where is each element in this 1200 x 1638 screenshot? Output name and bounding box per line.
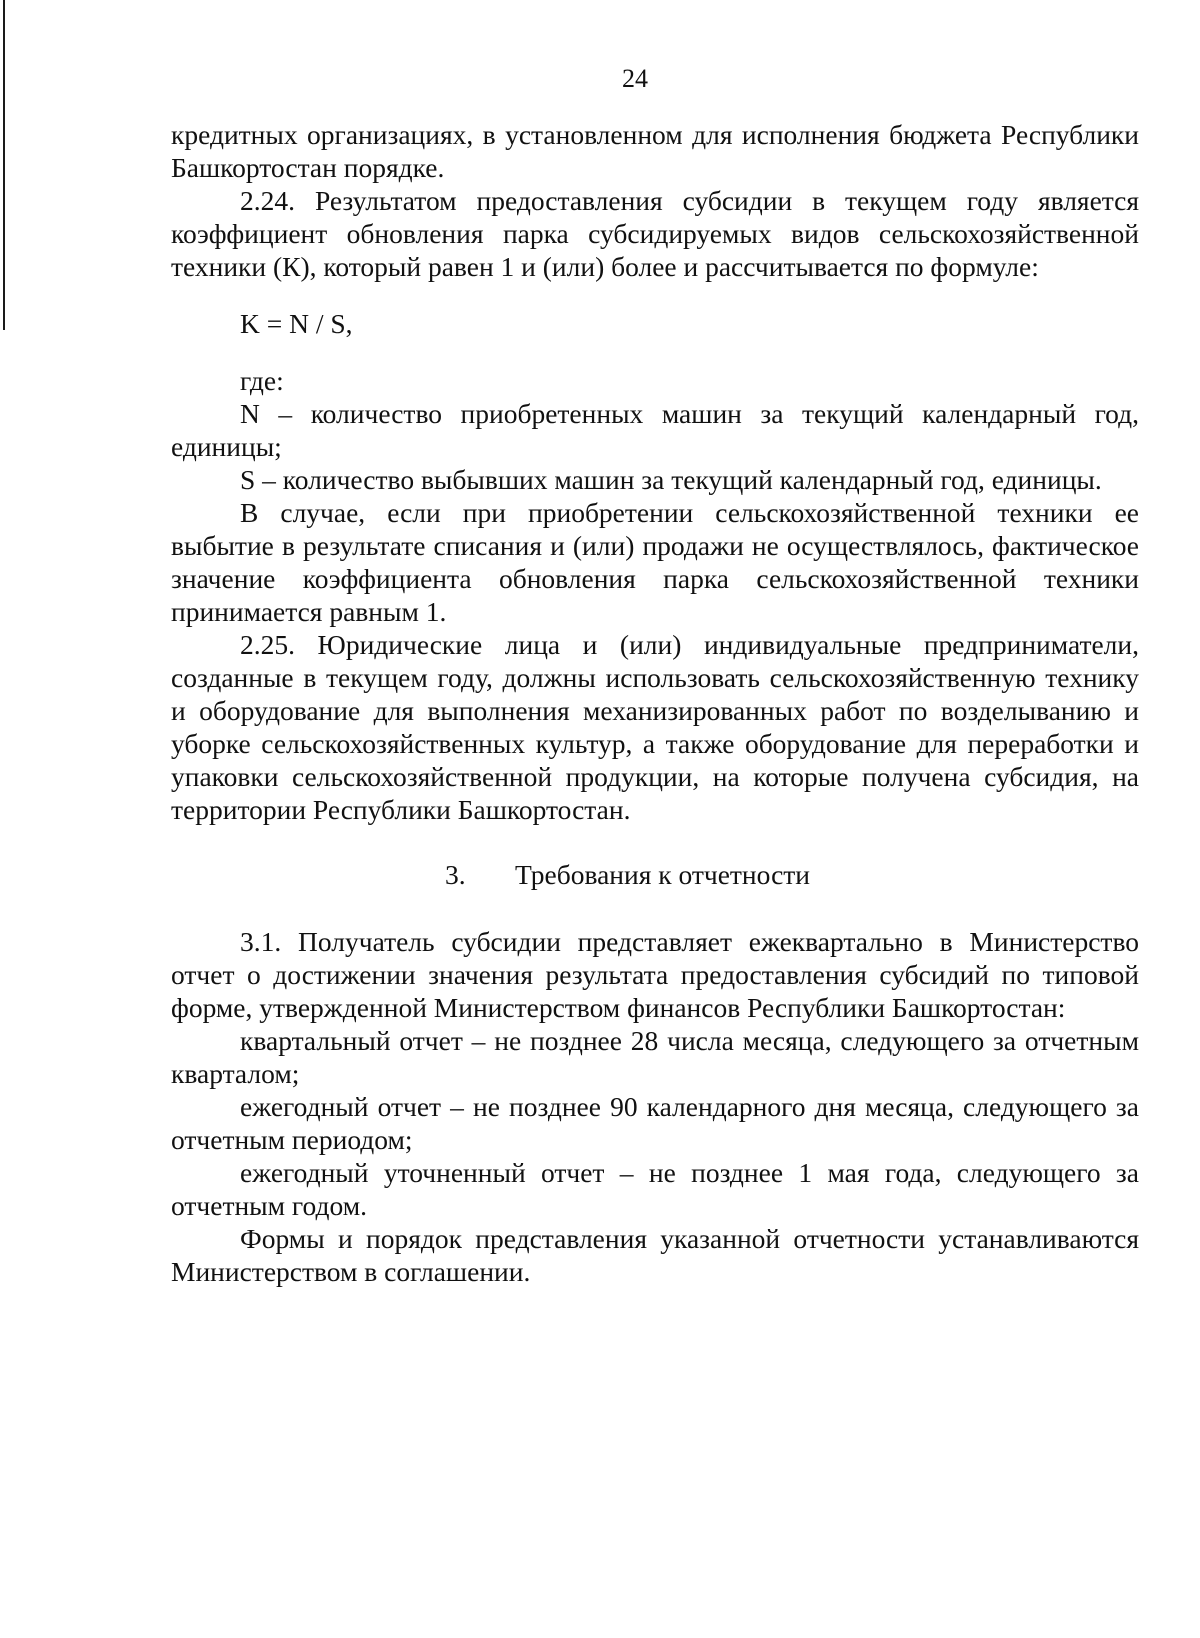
- paragraph-annual-report: ежегодный отчет – не позднее 90 календарного дня месяца, следующего за отчетным периодом;: [171, 1091, 1139, 1155]
- paragraph-2-25: 2.25. Юридические лица и (или) индивидуальные предприниматели, созданные в текущем году, должны использовать сельскохозяйственную технику и оборудование для выполнения механизированных работ по возделыванию и уборке сельскохозяйственных культур, а также оборудование для переработки и упаковки сельскохозяйственной продукции, на которые получена субсидия, на территории Республики Башкортостан.: [171, 629, 1139, 825]
- paragraph-report-forms: Формы и порядок представления указанной отчетности устанавливаются Министерством в соглашении.: [171, 1223, 1139, 1287]
- document-body: [171, 118, 1139, 1288]
- section-3-number: 3.: [445, 859, 466, 890]
- paragraph-quarterly-report: квартальный отчет – не позднее 28 числа месяца, следующего за отчетным кварталом;: [171, 1025, 1139, 1089]
- paragraph-continuation: кредитных организациях, в установленном для исполнения бюджета Республики Башкортостан порядке.: [171, 119, 1139, 183]
- page-number: 24: [622, 64, 648, 93]
- formula: K = N / S,: [240, 308, 353, 339]
- scan-edge-line: [3, 0, 5, 330]
- section-3-title: Требования к отчетности: [515, 859, 811, 890]
- paragraph-3-1: 3.1. Получатель субсидии представляет ежеквартально в Министерство отчет о достижении значения результата предоставления субсидий по типовой форме, утвержденной Министерством финансов Республики Башкортостан:: [171, 926, 1139, 1023]
- paragraph-no-disposal-case: В случае, если при приобретении сельскохозяйственной техники ее выбытие в результате списания и (или) продажи не осуществлялось, фактическое значение коэффициента обновления парка сельскохозяйственной техники принимается равным 1.: [171, 497, 1139, 627]
- section-3-heading: [171, 858, 1139, 891]
- definition-n: N – количество приобретенных машин за текущий календарный год, единицы;: [171, 398, 1139, 462]
- definition-s: S – количество выбывших машин за текущий календарный год, единицы.: [240, 464, 1102, 495]
- formula-where-label: где:: [240, 365, 284, 396]
- paragraph-2-24: 2.24. Результатом предоставления субсидии в текущем году является коэффициент обновления парка субсидируемых видов сельскохозяйственной техники (К), который равен 1 и (или) более и рассчитывается по формуле:: [171, 185, 1139, 282]
- paragraph-refined-annual-report: ежегодный уточненный отчет – не позднее 1 мая года, следующего за отчетным годом.: [171, 1157, 1139, 1221]
